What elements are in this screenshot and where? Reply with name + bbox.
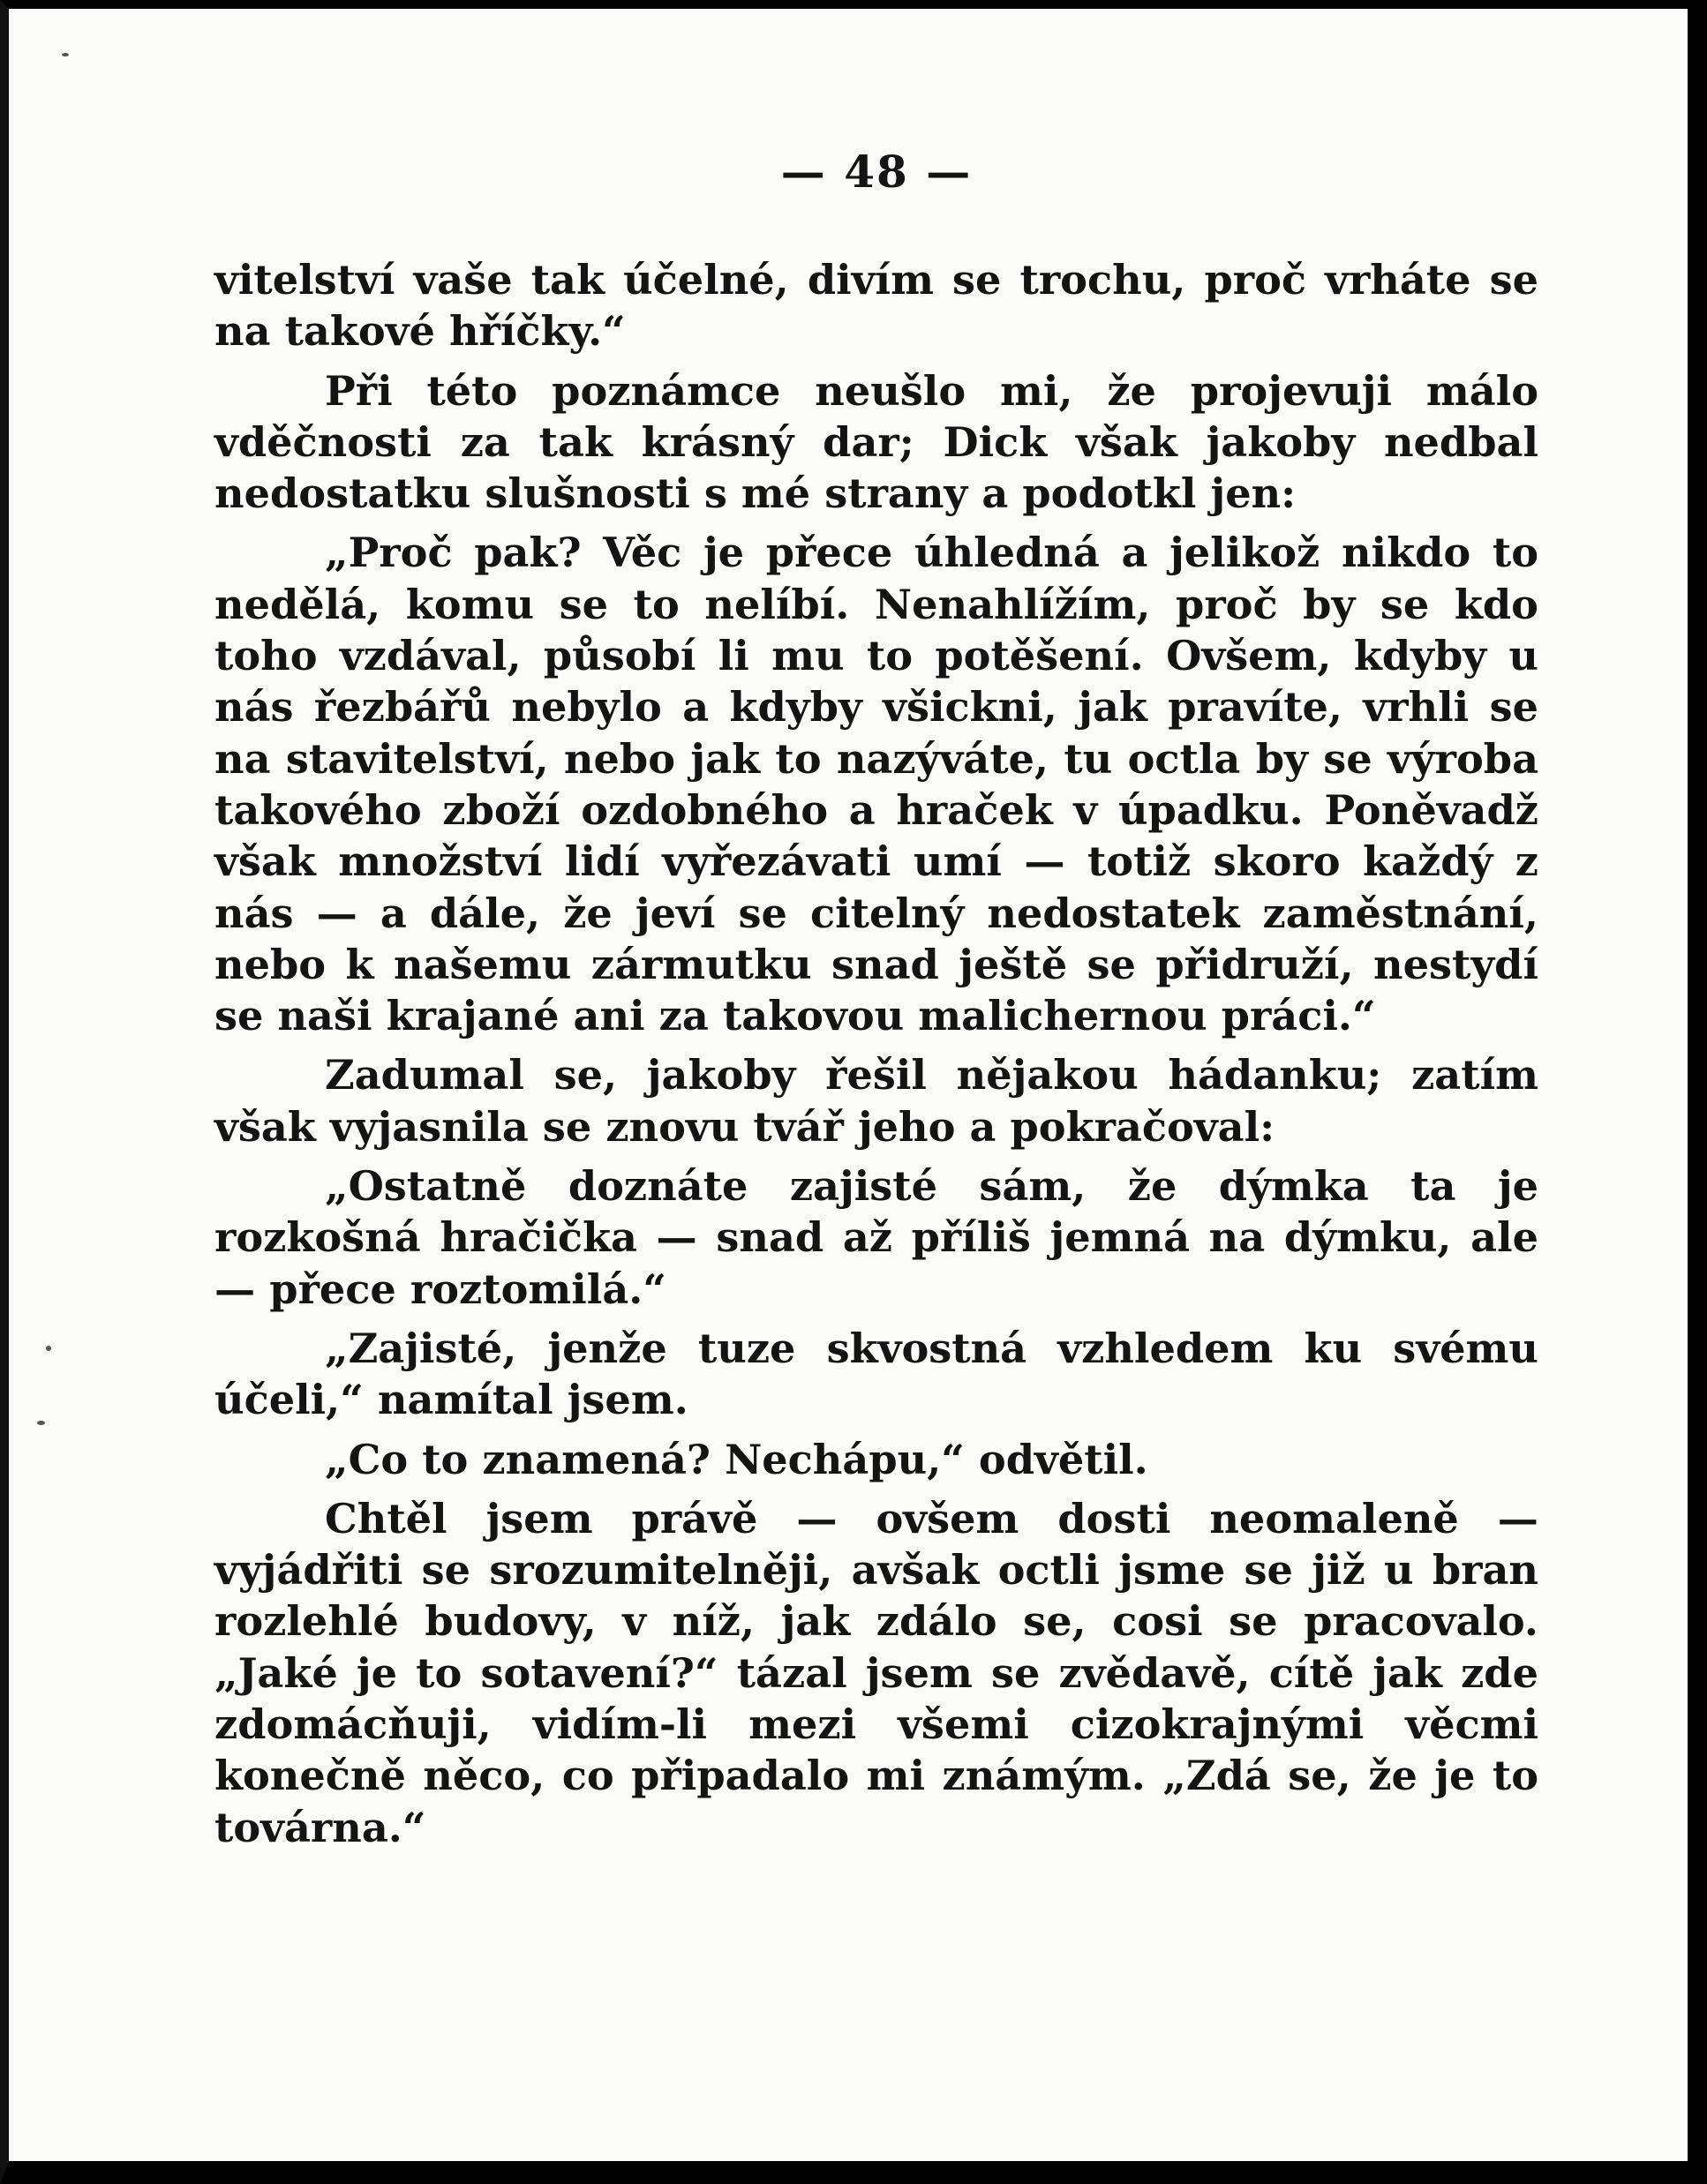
book-page bbox=[214, 141, 1538, 1861]
paragraph-5: „Ostatně doznáte zajisté sám, že dýmka ta je rozkošná hračička — snad až příliš jemná na dýmku, ale — přece roztomilá.“ bbox=[214, 1162, 1538, 1313]
paragraph-3: „Proč pak? Věc je přece úhledná a jelikož nikdo to nedělá, komu se to nelíbí. Nenahlížím, proč by se kdo toho vzdával, působí li mu to potěšení. Ovšem, kdyby u nás řezbářů nebylo a kdyby všickni, jak pravíte, vrhli se na stavitelství, nebo jak to nazýváte, tu octla by se výroba takového zboží ozdobného a hraček v úpadku. Poněvadž však množství lidí vyřezávati umí — totiž skoro každý z nás — a dále, že jeví se citelný nedostatek zaměstnání, nebo k našemu zármutku snad ještě se přidruží, nestydí se naši krajané ani za takovou malichernou práci.“ bbox=[214, 529, 1538, 1040]
scan-speck bbox=[46, 1346, 51, 1351]
scan-speck bbox=[62, 53, 69, 56]
paragraph-8: Chtěl jsem právě — ovšem dosti neomaleně — vyjádřiti se srozumitelněji, avšak octli jsme se již u bran rozlehlé budovy, v níž, jak zdálo se, cosi se pracovalo. „Jaké je to sotavení?“ tázal jsem se zvědavě, cítě jak zde zdomácňuji, vidím-li mezi všemi cizokrajnými věcmi konečně něco, co připadalo mi známým. „Zdá se, že je to továrna.“ bbox=[214, 1494, 1538, 1851]
paragraph-6: „Zajisté, jenže tuze skvostná vzhledem ku svému účeli,“ namítal jsem. bbox=[214, 1324, 1538, 1424]
paragraph-1: vitelství vaše tak účelné, divím se trochu, proč vrháte se na takové hříčky.“ bbox=[214, 256, 1538, 356]
paragraph-4: Zadumal se, jakoby řešil nějakou hádanku; zatím však vyjasnila se znovu tvář jeho a pokračoval: bbox=[214, 1051, 1538, 1151]
page-number: — 48 — bbox=[780, 146, 973, 198]
paragraph-2: Při této poznámce neušlo mi, že projevuji málo vděčnosti za tak krásný dar; Dick však jakoby nedbal nedostatku slušnosti s mé strany a podotkl jen: bbox=[214, 366, 1538, 518]
paragraph-7: „Co to znamená? Nechápu,“ odvětil. bbox=[325, 1435, 1148, 1483]
scan-speck bbox=[37, 1421, 45, 1425]
body-text bbox=[214, 254, 1538, 1853]
